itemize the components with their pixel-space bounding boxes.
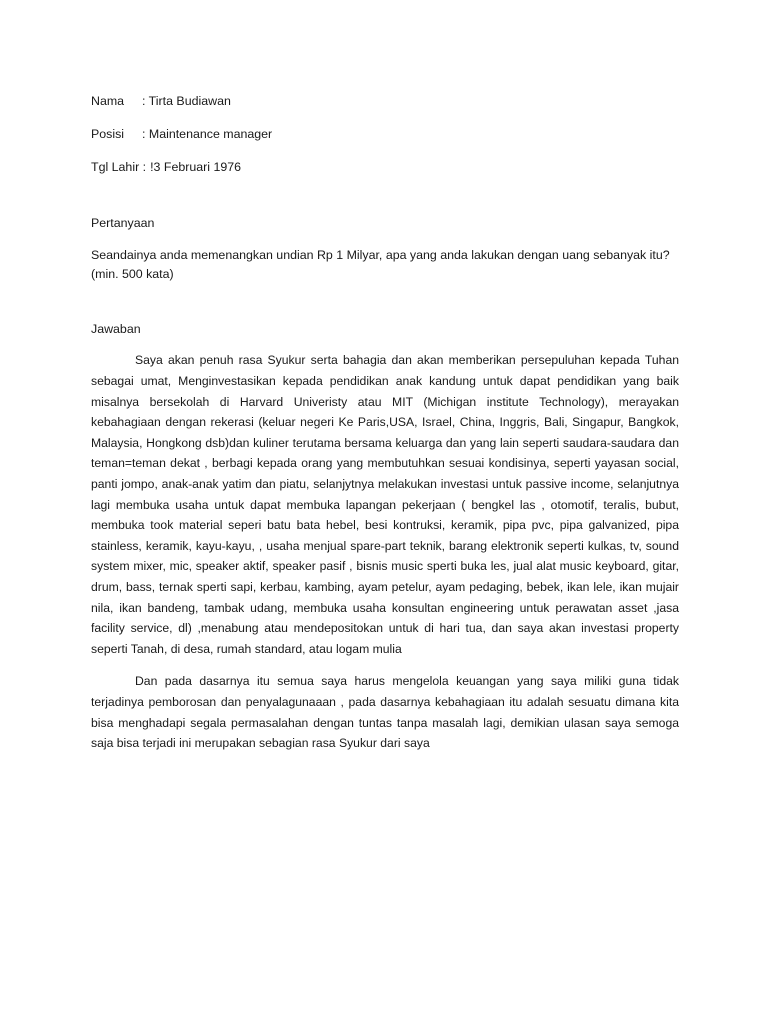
nama-value: : Tirta Budiawan [142, 94, 231, 108]
question-line-2: (min. 500 kata) [91, 267, 174, 282]
question-text [91, 246, 679, 284]
nama-label: Nama [91, 94, 125, 108]
nama-row [91, 92, 679, 111]
question-line-1: Seandainya anda memenangkan undian Rp 1 Milyar, apa yang anda lakukan dengan uang sebanyak itu? [91, 247, 670, 262]
tgl-lahir-value: !3 Februari 1976 [150, 160, 242, 175]
tgl-lahir-label: Tgl Lahir : [91, 160, 147, 175]
posisi-label: Posisi [91, 127, 125, 142]
jawaban-heading: Jawaban [91, 322, 141, 337]
answer-paragraph-1: Saya akan penuh rasa Syukur serta bahagia dan akan memberikan persepuluhan kepada Tuhan sebagai umat, Menginvestasikan kepada pendidikan anak kandung untuk dapat pendidikan yang baik misalnya bersekolah di Harvard Univeristy atau MIT (Michigan institute Technology), merayakan kebahagiaan dengan rekerasi (keluar negeri Ke Paris,USA, Israel, China, Inggris, Bali, Singapur, Bangkok, Malaysia, Hongkong dsb)dan kuliner terutama bersama keluarga dan yang lain seperti saudara-saudara dan teman=teman dekat , berbagi kepada orang yang membutuhkan sesuai kondisinya, seperti yayasan social, panti jompo, anak-anak yatim dan piatu, selanjytnya melakukan investasi untuk passive income, selanjutnya lagi membuka usaha untuk dapat membuka lapangan pekerjaan ( bengkel las , otomotif, teralis, bubut, membuka took material seperi batu bata hebel, besi kontruksi, keramik, pipa pvc, pipa galvanized, pipa stainless, keramik, kayu-kayu, , usaha menjual spare-part teknik, barang elektronik seperti kulkas, tv, sound system mixer, mic, speaker aktif, speaker pasif , bisnis music sperti buka les, jual alat music keyboard, gitar, drum, bass, ternak sperti sapi, kerbau, kambing, ayam petelur, ayam pedaging, bebek, ikan lele, ikan mujair nila, ikan bandeng, tambak udang, membuka usaha konsultan engineering untuk perawatan asset ,jasa facility service, dl) ,menabung atau mendepositokan untuk di hari tua, dan saya akan investasi property seperti Tanah, di desa, rumah standard, atau logam mulia [91, 353, 679, 656]
pertanyaan-heading: Pertanyaan [91, 215, 155, 230]
tgl-lahir-row [91, 158, 679, 177]
document-content [91, 92, 679, 754]
answer-paragraph-2: Dan pada dasarnya itu semua saya harus mengelola keuangan yang saya miliki guna tidak terjadinya pemborosan dan penyalagunaaan , pada dasarnya kebahagiaan itu adalah sesuatu dimana kita bisa menghadapi segala permasalahan dengan tuntas tanpa masalah lagi, demikian ulasan saya semoga saja bisa terjadi ini merupakan sebagian rasa Syukur dari saya [91, 674, 679, 751]
posisi-value: : Maintenance manager [142, 127, 273, 142]
posisi-row [91, 125, 679, 144]
